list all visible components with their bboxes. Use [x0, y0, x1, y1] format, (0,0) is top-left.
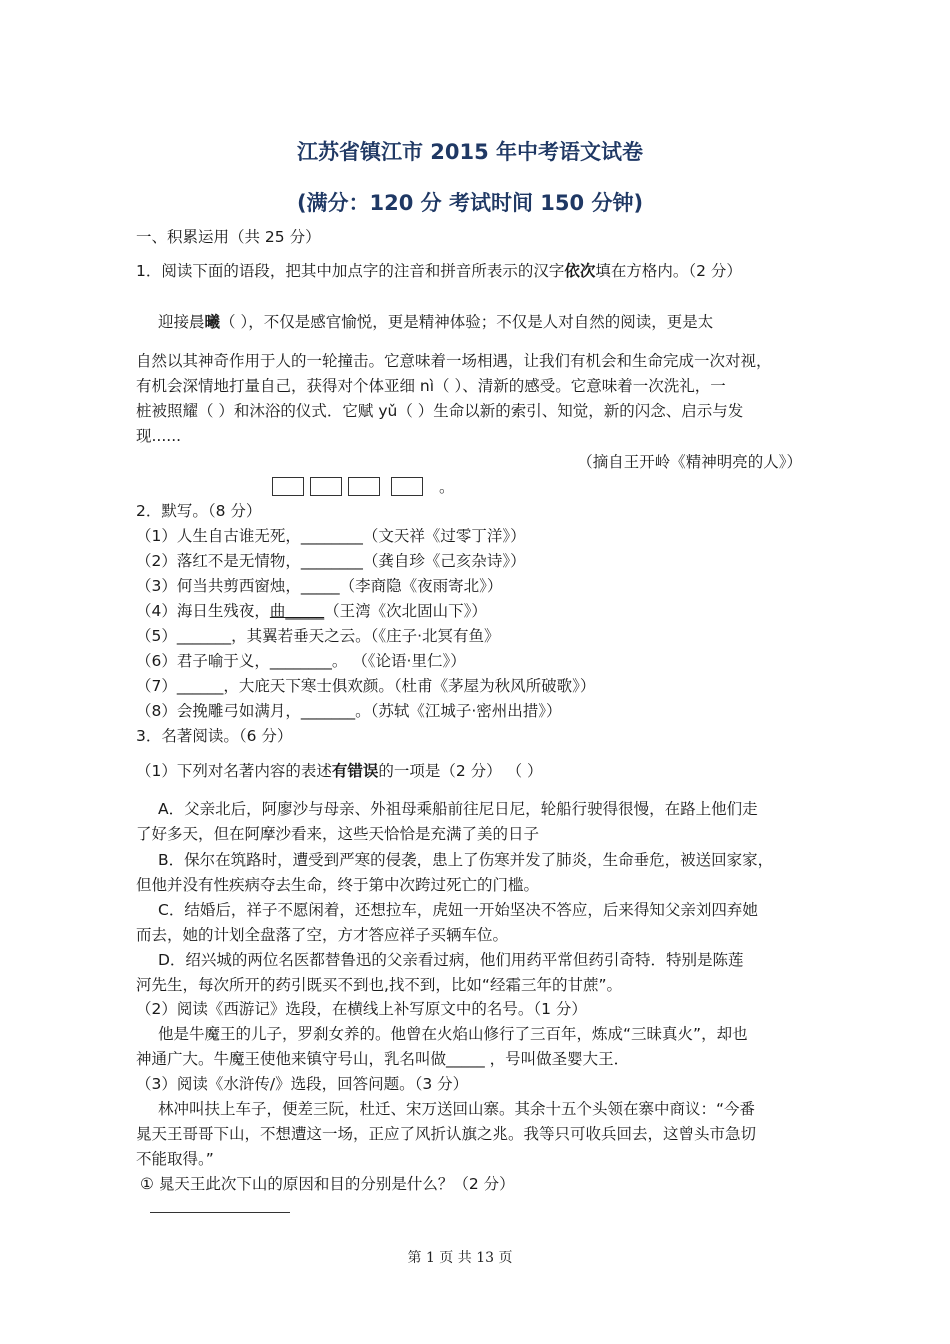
q3-sub2: （2）阅读《西游记》选段，在横线上补写原文中的名号。（1 分） [136, 1000, 587, 1018]
answer-box[interactable] [310, 477, 342, 496]
q1-passage-line: 自然以其神奇作用于人的一轮撞击。它意味着一场相遇，让我们有机会和生命完成一次对视， [136, 352, 772, 370]
answer-box[interactable] [348, 477, 380, 496]
q1-source: （摘自王开岭《精神明亮的人》） [577, 453, 802, 471]
page-footer: 第 1 页 共 13 页 [407, 1250, 513, 1266]
q3-sub2-passage: 神通广大。牛魔王使他来镇守号山，乳名叫做_____ ，号叫做圣婴大王． [136, 1050, 630, 1068]
q3-sub2-passage: 他是牛魔王的儿子，罗刹女养的。他曾在火焰山修行了三百年，炼成“三昧真火”，却也 [158, 1025, 748, 1043]
q2-item: （6）君子喻于义，________。 （《论语·里仁》） [136, 652, 466, 670]
q2-item: （8）会挽雕弓如满月，_______。（苏轼《江城子·密州出措》） [136, 702, 562, 720]
answer-boxes [272, 475, 455, 497]
option-b: 但他并没有性疾病夺去生命，终于第中次跨过死亡的门槛。 [136, 876, 540, 894]
q1-passage-line: 迎接晨曦（ ），不仅是感官愉悦，更是精神体验；不仅是人对自然的阅读，更是太 [158, 313, 714, 331]
q3-sub3-passage: 晁天王哥哥下山，不想遭这一场，正应了风折认旗之兆。我等只可收兵回去，这曾头市急切 [136, 1125, 757, 1143]
q1-passage-line: 桩被照耀（ ）和沐浴的仪式．它赋 yǔ（ ）生命以新的索引、知觉，新的闪念、启示与发 [136, 402, 744, 420]
answer-period: 。 [439, 478, 455, 496]
option-c: 而去，她的计划全盘落了空，方才答应祥子买辆车位。 [136, 926, 509, 944]
q3-sub3-passage: 林冲叫扶上车子，便差三阮，杜迁、宋万送回山寨。其余十五个头领在寨中商议：“今番 [158, 1100, 756, 1118]
q3-sub3-question: ① 晁天王此次下山的原因和目的分别是什么？（2 分） [140, 1175, 515, 1193]
q2-item: （2）落红不是无情物，________（龚自珍《己亥杂诗》） [136, 552, 526, 570]
section-heading: 一、积累运用（共 25 分） [136, 228, 321, 246]
q1-stem: 1．阅读下面的语段，把其中加点字的注音和拼音所表示的汉字依次填在方格内。（2 分） [136, 262, 742, 280]
q3-sub3: （3）阅读《水浒传/》选段，回答问题。（3 分） [136, 1075, 469, 1093]
q1-passage-line: 有机会深情地打量自己，获得对个体亚细 nì（ ）、清新的感受。它意味着一次洗礼，一 [136, 377, 726, 395]
q3-sub1: （1）下列对名著内容的表述有错误的一项是（2 分） （ ） [136, 762, 543, 780]
option-a: 了好多天，但在阿摩沙看来，这些天恰恰是充满了美的日子 [136, 825, 540, 843]
q3-stem: 3．名著阅读。（6 分） [136, 727, 293, 745]
option-a: A．父亲北后，阿廖沙与母亲、外祖母乘船前往尼日尼，轮船行驶得很慢，在路上他们走 [158, 800, 758, 818]
option-c: C．结婚后，祥子不愿闲着，还想拉车，虎妞一开始坚决不答应，后来得知父亲刘四弃她 [158, 901, 758, 919]
page-title: 江苏省镇江市 2015 年中考语文试卷 [296, 140, 644, 164]
q2-item: （3）何当共剪西窗烛，_____（李商隐《夜雨寄北》） [136, 577, 503, 595]
q2-item: （7）______，大庇天下寒士俱欢颜。（杜甫《茅屋为秋风所破歌》） [136, 677, 596, 695]
answer-line[interactable] [150, 1212, 290, 1213]
answer-box[interactable] [391, 477, 423, 496]
q3-sub3-passage: 不能取得。” [136, 1150, 214, 1168]
q2-item: （1）人生自古谁无死，________（文天祥《过零丁洋》） [136, 527, 526, 545]
option-b: B．保尔在筑路时，遭受到严寒的侵袭，患上了伤寒并发了肺炎，生命垂危，被送回家家， [158, 851, 774, 869]
q2-stem: 2．默写。（8 分） [136, 502, 262, 520]
q2-item: （4）海日生残夜，曲_____（王湾《次北固山下》） [136, 602, 487, 620]
answer-box[interactable] [272, 477, 304, 496]
q1-passage-line: 现...... [136, 427, 182, 445]
page-subtitle: (满分：120 分 考试时间 150 分钟) [296, 191, 644, 215]
option-d: D．绍兴城的两位名医都替鲁迅的父亲看过病，他们用药平常但药引奇特．特别是陈莲 [158, 951, 744, 969]
q2-item: （5）_______，其翼若垂天之云。（《庄子·北冥有鱼》 [136, 627, 500, 645]
option-d: 河先生，每次所开的药引既买不到也,找不到，比如“经霜三年的甘蔗”。 [136, 976, 622, 994]
